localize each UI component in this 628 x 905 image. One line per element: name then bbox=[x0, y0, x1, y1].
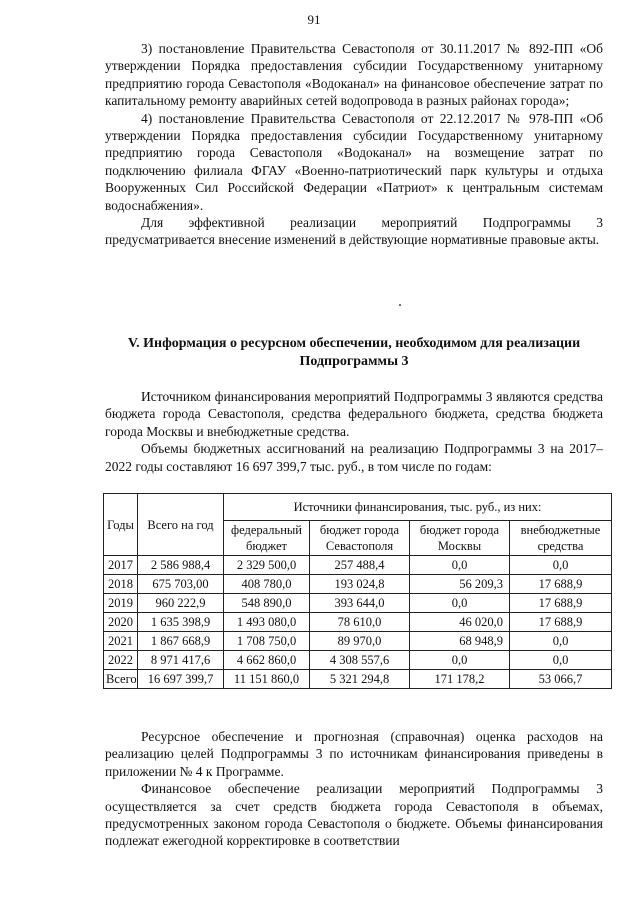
cell-moscow: 0,0 bbox=[410, 651, 510, 670]
paragraph-funding-volume: Объемы бюджетных ассигнований на реализацию Подпрограммы 3 на 2017–2022 годы составляют 16 697 399,7 тыс. руб., в том числе по годам: bbox=[105, 441, 603, 474]
section-heading-line1: V. Информация о ресурсном обеспечении, необходимом для реализации bbox=[127, 336, 581, 351]
header-total: Всего на год bbox=[138, 494, 224, 556]
cell-total: 1 867 668,9 bbox=[138, 632, 224, 651]
cell-total: 675 703,00 bbox=[138, 575, 224, 594]
paragraph-amendments: Для эффективной реализации мероприятий Подпрограммы 3 предусматривается внесение изменений в действующие нормативные правовые акты. bbox=[105, 215, 603, 248]
table-row bbox=[104, 594, 612, 613]
cell-federal: 11 151 860,0 bbox=[224, 670, 310, 689]
table-header-row bbox=[104, 494, 612, 521]
paragraph-funding-sources: Источником финансирования мероприятий Подпрограммы 3 являются средства бюджета города Севастополя, средства федерального бюджета, средства бюджета города Москвы и внебюджетные средства. bbox=[105, 389, 603, 439]
cell-extrabudget: 0,0 bbox=[510, 651, 612, 670]
paragraph-resource-estimate: Ресурсное обеспечение и прогнозная (справочная) оценка расходов на реализацию целей Подпрограммы 3 по источникам финансирования приведены в приложении № 4 к Программе. bbox=[105, 729, 603, 779]
cell-sevastopol: 89 970,0 bbox=[310, 632, 410, 651]
cell-total: 2 586 988,4 bbox=[138, 556, 224, 575]
cell-federal: 4 662 860,0 bbox=[224, 651, 310, 670]
cell-year: Всего bbox=[104, 670, 138, 689]
table-row bbox=[104, 632, 612, 651]
cell-sevastopol: 78 610,0 bbox=[310, 613, 410, 632]
cell-year: 2017 bbox=[104, 556, 138, 575]
cell-extrabudget: 17 688,9 bbox=[510, 575, 612, 594]
cell-moscow: 171 178,2 bbox=[410, 670, 510, 689]
header-extrabudget: внебюджетные средства bbox=[510, 521, 612, 556]
cell-year: 2021 bbox=[104, 632, 138, 651]
cell-year: 2019 bbox=[104, 594, 138, 613]
mid-text-block bbox=[105, 388, 603, 475]
cell-sevastopol: 4 308 557,6 bbox=[310, 651, 410, 670]
top-text-block bbox=[105, 40, 603, 249]
bottom-text-block bbox=[105, 728, 603, 850]
cell-total: 8 971 417,6 bbox=[138, 651, 224, 670]
cell-total: 16 697 399,7 bbox=[138, 670, 224, 689]
table-row bbox=[104, 556, 612, 575]
paragraph-financial-support: Финансовое обеспечение реализации мероприятий Подпрограммы 3 осуществляется за счет средств бюджета города Севастополя в объемах, предусмотренных законом города Севастополя о бюджете. Объемы финансирования подлежат ежегодной корректировке в соответствии bbox=[105, 781, 603, 849]
cell-federal: 2 329 500,0 bbox=[224, 556, 310, 575]
cell-total: 1 635 398,9 bbox=[138, 613, 224, 632]
cell-year: 2022 bbox=[104, 651, 138, 670]
cell-moscow: 68 948,9 bbox=[410, 632, 510, 651]
cell-moscow: 0,0 bbox=[410, 556, 510, 575]
cell-year: 2020 bbox=[104, 613, 138, 632]
header-sevastopol: бюджет города Севастополя bbox=[310, 521, 410, 556]
financing-table bbox=[103, 493, 612, 689]
cell-extrabudget: 53 066,7 bbox=[510, 670, 612, 689]
table-row bbox=[104, 613, 612, 632]
cell-extrabudget: 17 688,9 bbox=[510, 613, 612, 632]
table-total-row bbox=[104, 670, 612, 689]
section-heading bbox=[105, 335, 603, 371]
header-sources: Источники финансирования, тыс. руб., из них: bbox=[224, 494, 612, 521]
paragraph-decree-978: 4) постановление Правительства Севастополя от 22.12.2017 № 978-ПП «Об утверждении Порядка предоставления субсидии Государственному унитарному предприятию города Севастополя «Водоканал» на возмещение затрат по подключению филиала ФГАУ «Военно-патриотический парк культуры и отдыха Вооруженных Сил Российской Федерации «Патриот» к центральным системам водоснабжения». bbox=[105, 110, 603, 213]
header-federal: федеральный бюджет bbox=[224, 521, 310, 556]
paragraph-decree-892: 3) постановление Правительства Севастополя от 30.11.2017 № 892-ПП «Об утверждении Порядка предоставления субсидии Государственному унитарному предприятию города Севастополя «Водоканал» на финансовое обеспечение затрат по капитальному ремонту аварийных сетей водопровода в разных районах города»; bbox=[105, 41, 603, 109]
cell-moscow: 56 209,3 bbox=[410, 575, 510, 594]
cell-total: 960 222,9 bbox=[138, 594, 224, 613]
cell-extrabudget: 0,0 bbox=[510, 632, 612, 651]
cell-sevastopol: 257 488,4 bbox=[310, 556, 410, 575]
cell-federal: 548 890,0 bbox=[224, 594, 310, 613]
cell-federal: 408 780,0 bbox=[224, 575, 310, 594]
cell-sevastopol: 393 644,0 bbox=[310, 594, 410, 613]
section-heading-line2: Подпрограммы 3 bbox=[299, 354, 409, 369]
scan-dot bbox=[399, 304, 401, 306]
cell-federal: 1 493 080,0 bbox=[224, 613, 310, 632]
cell-moscow: 46 020,0 bbox=[410, 613, 510, 632]
cell-federal: 1 708 750,0 bbox=[224, 632, 310, 651]
table-row bbox=[104, 651, 612, 670]
cell-sevastopol: 5 321 294,8 bbox=[310, 670, 410, 689]
cell-extrabudget: 0,0 bbox=[510, 556, 612, 575]
cell-moscow: 0,0 bbox=[410, 594, 510, 613]
header-year: Годы bbox=[104, 494, 138, 556]
page-number: 91 bbox=[307, 12, 321, 27]
table-row bbox=[104, 575, 612, 594]
header-moscow: бюджет города Москвы bbox=[410, 521, 510, 556]
cell-sevastopol: 193 024,8 bbox=[310, 575, 410, 594]
cell-year: 2018 bbox=[104, 575, 138, 594]
cell-extrabudget: 17 688,9 bbox=[510, 594, 612, 613]
